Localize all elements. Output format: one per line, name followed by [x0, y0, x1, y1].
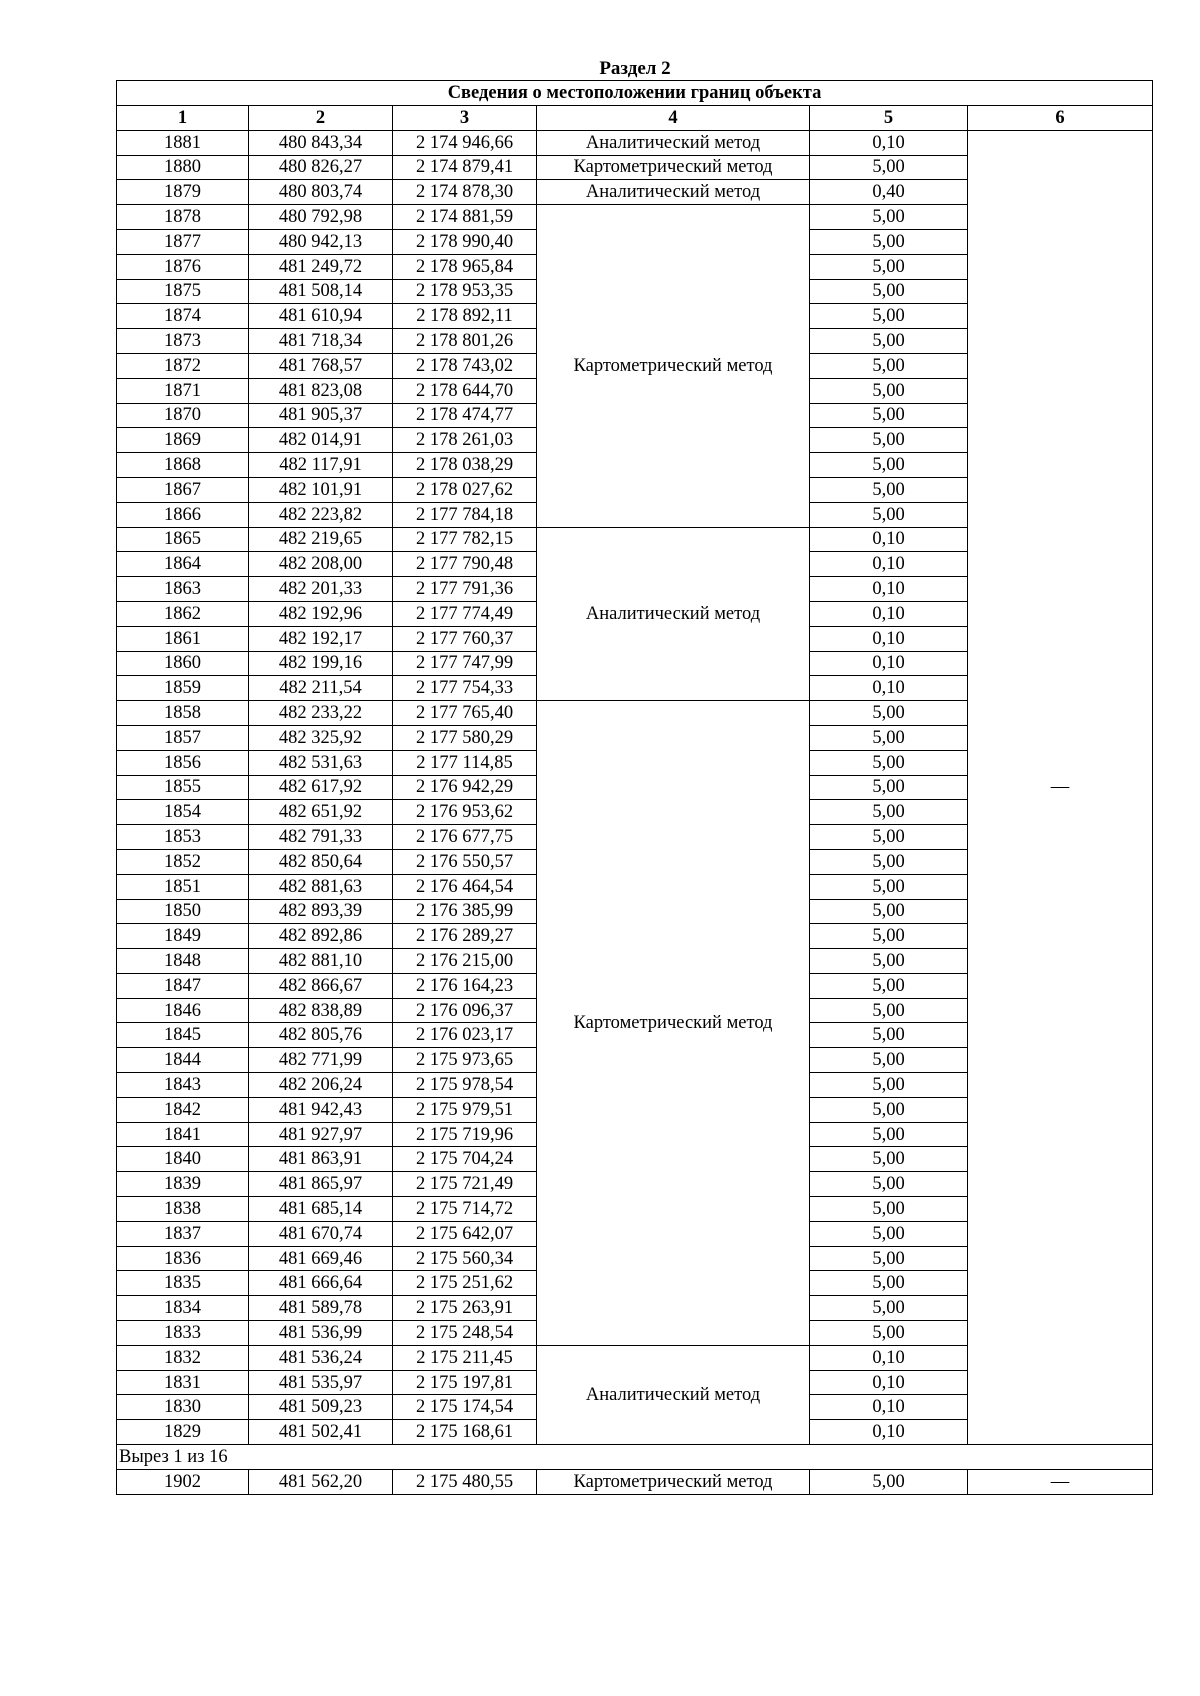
- accuracy-cell: 0,10: [810, 527, 968, 552]
- accuracy-cell: 5,00: [810, 403, 968, 428]
- accuracy-cell: 0,10: [810, 130, 968, 155]
- coordinate-x-cell: 482 893,39: [249, 899, 393, 924]
- coordinate-y-cell: 2 176 385,99: [393, 899, 537, 924]
- point-number-cell: 1852: [117, 849, 249, 874]
- column-header: 6: [968, 106, 1153, 131]
- coordinate-y-cell: 2 178 990,40: [393, 229, 537, 254]
- coordinate-y-cell: 2 178 261,03: [393, 428, 537, 453]
- coordinate-x-cell: 482 211,54: [249, 676, 393, 701]
- coordinate-y-cell: 2 175 642,07: [393, 1221, 537, 1246]
- point-number-cell: 1839: [117, 1172, 249, 1197]
- coordinate-x-cell: 482 208,00: [249, 552, 393, 577]
- coordinate-x-cell: 482 223,82: [249, 502, 393, 527]
- point-number-cell: 1853: [117, 825, 249, 850]
- coordinate-y-cell: 2 177 747,99: [393, 651, 537, 676]
- point-number-cell: 1857: [117, 725, 249, 750]
- coordinate-y-cell: 2 175 211,45: [393, 1345, 537, 1370]
- coordinate-y-cell: 2 175 168,61: [393, 1420, 537, 1445]
- coordinate-y-cell: 2 176 550,57: [393, 849, 537, 874]
- coordinate-y-cell: 2 176 953,62: [393, 800, 537, 825]
- point-number-cell: 1858: [117, 701, 249, 726]
- coordinate-y-cell: 2 177 790,48: [393, 552, 537, 577]
- coordinate-y-cell: 2 177 754,33: [393, 676, 537, 701]
- coordinate-y-cell: 2 175 480,55: [393, 1469, 537, 1494]
- point-number-cell: 1831: [117, 1370, 249, 1395]
- accuracy-cell: 5,00: [810, 1122, 968, 1147]
- point-number-cell: 1878: [117, 205, 249, 230]
- coordinate-y-cell: 2 177 765,40: [393, 701, 537, 726]
- coordinate-x-cell: 482 881,63: [249, 874, 393, 899]
- point-number-cell: 1842: [117, 1097, 249, 1122]
- coordinate-x-cell: 480 826,27: [249, 155, 393, 180]
- point-number-cell: 1874: [117, 304, 249, 329]
- coordinate-y-cell: 2 178 801,26: [393, 329, 537, 354]
- coordinate-x-cell: 481 865,97: [249, 1172, 393, 1197]
- table-title-row: [117, 81, 1153, 106]
- method-cell: Аналитический метод: [537, 180, 810, 205]
- coordinate-x-cell: 482 850,64: [249, 849, 393, 874]
- point-number-cell: 1840: [117, 1147, 249, 1172]
- accuracy-cell: 0,10: [810, 552, 968, 577]
- point-number-cell: 1861: [117, 626, 249, 651]
- accuracy-cell: 5,00: [810, 1073, 968, 1098]
- accuracy-cell: 5,00: [810, 874, 968, 899]
- coordinate-y-cell: 2 175 263,91: [393, 1296, 537, 1321]
- accuracy-cell: 5,00: [810, 428, 968, 453]
- column-header-row: [117, 106, 1153, 131]
- coordinate-x-cell: 482 219,65: [249, 527, 393, 552]
- coordinate-x-cell: 481 610,94: [249, 304, 393, 329]
- coordinate-y-cell: 2 175 704,24: [393, 1147, 537, 1172]
- coordinate-x-cell: 481 669,46: [249, 1246, 393, 1271]
- column-header: 5: [810, 106, 968, 131]
- coordinate-x-cell: 482 201,33: [249, 577, 393, 602]
- column-header: 2: [249, 106, 393, 131]
- coordinate-x-cell: 482 325,92: [249, 725, 393, 750]
- accuracy-cell: 5,00: [810, 1221, 968, 1246]
- point-number-cell: 1843: [117, 1073, 249, 1098]
- point-number-cell: 1881: [117, 130, 249, 155]
- method-cell: Картометрический метод: [537, 205, 810, 527]
- accuracy-cell: 0,10: [810, 626, 968, 651]
- coordinate-x-cell: 481 589,78: [249, 1296, 393, 1321]
- coordinate-x-cell: 482 651,92: [249, 800, 393, 825]
- accuracy-cell: 5,00: [810, 973, 968, 998]
- table-row: [117, 130, 1153, 155]
- coordinate-y-cell: 2 176 289,27: [393, 924, 537, 949]
- point-number-cell: 1833: [117, 1321, 249, 1346]
- coordinate-y-cell: 2 178 027,62: [393, 477, 537, 502]
- accuracy-cell: 0,10: [810, 601, 968, 626]
- accuracy-cell: 5,00: [810, 725, 968, 750]
- point-number-cell: 1902: [117, 1469, 249, 1494]
- coordinate-y-cell: 2 178 644,70: [393, 378, 537, 403]
- accuracy-cell: 5,00: [810, 279, 968, 304]
- point-number-cell: 1845: [117, 1023, 249, 1048]
- point-number-cell: 1836: [117, 1246, 249, 1271]
- point-number-cell: 1879: [117, 180, 249, 205]
- coordinate-y-cell: 2 177 782,15: [393, 527, 537, 552]
- coordinate-x-cell: 481 508,14: [249, 279, 393, 304]
- accuracy-cell: 5,00: [810, 477, 968, 502]
- point-number-cell: 1868: [117, 453, 249, 478]
- point-number-cell: 1866: [117, 502, 249, 527]
- coordinate-y-cell: 2 175 174,54: [393, 1395, 537, 1420]
- coordinate-x-cell: 482 617,92: [249, 775, 393, 800]
- coordinate-y-cell: 2 175 560,34: [393, 1246, 537, 1271]
- coordinate-y-cell: 2 175 197,81: [393, 1370, 537, 1395]
- coordinate-x-cell: 482 866,67: [249, 973, 393, 998]
- accuracy-cell: 5,00: [810, 701, 968, 726]
- coordinate-y-cell: 2 176 464,54: [393, 874, 537, 899]
- accuracy-cell: 5,00: [810, 1097, 968, 1122]
- point-number-cell: 1829: [117, 1420, 249, 1445]
- accuracy-cell: 0,10: [810, 1395, 968, 1420]
- point-number-cell: 1851: [117, 874, 249, 899]
- point-number-cell: 1847: [117, 973, 249, 998]
- coordinate-y-cell: 2 177 114,85: [393, 750, 537, 775]
- accuracy-cell: 5,00: [810, 1246, 968, 1271]
- accuracy-cell: 0,10: [810, 651, 968, 676]
- accuracy-cell: 5,00: [810, 1048, 968, 1073]
- accuracy-cell: 5,00: [810, 1321, 968, 1346]
- coordinate-x-cell: 481 670,74: [249, 1221, 393, 1246]
- coordinate-y-cell: 2 175 719,96: [393, 1122, 537, 1147]
- accuracy-cell: 5,00: [810, 825, 968, 850]
- coordinate-y-cell: 2 174 881,59: [393, 205, 537, 230]
- coordinate-x-cell: 482 805,76: [249, 1023, 393, 1048]
- coordinate-y-cell: 2 175 721,49: [393, 1172, 537, 1197]
- coordinate-x-cell: 481 863,91: [249, 1147, 393, 1172]
- coordinate-x-cell: 482 192,96: [249, 601, 393, 626]
- coordinate-x-cell: 482 791,33: [249, 825, 393, 850]
- point-number-cell: 1849: [117, 924, 249, 949]
- coordinate-y-cell: 2 178 953,35: [393, 279, 537, 304]
- coordinate-x-cell: 480 803,74: [249, 180, 393, 205]
- coordinate-x-cell: 481 685,14: [249, 1197, 393, 1222]
- point-number-cell: 1876: [117, 254, 249, 279]
- point-number-cell: 1860: [117, 651, 249, 676]
- table-row: [117, 1469, 1153, 1494]
- point-number-cell: 1877: [117, 229, 249, 254]
- coordinate-y-cell: 2 174 946,66: [393, 130, 537, 155]
- coordinate-x-cell: 482 881,10: [249, 949, 393, 974]
- coordinate-x-cell: 481 905,37: [249, 403, 393, 428]
- point-number-cell: 1869: [117, 428, 249, 453]
- coordinate-y-cell: 2 177 580,29: [393, 725, 537, 750]
- method-cell: Картометрический метод: [537, 1469, 810, 1494]
- coordinate-y-cell: 2 175 251,62: [393, 1271, 537, 1296]
- coordinate-x-cell: 481 927,97: [249, 1122, 393, 1147]
- coordinate-y-cell: 2 174 878,30: [393, 180, 537, 205]
- coordinate-x-cell: 481 535,97: [249, 1370, 393, 1395]
- coordinate-x-cell: 482 771,99: [249, 1048, 393, 1073]
- coordinate-x-cell: 481 942,43: [249, 1097, 393, 1122]
- coordinate-x-cell: 482 101,91: [249, 477, 393, 502]
- coordinate-x-cell: 480 792,98: [249, 205, 393, 230]
- accuracy-cell: 5,00: [810, 229, 968, 254]
- point-number-cell: 1867: [117, 477, 249, 502]
- coordinate-y-cell: 2 176 677,75: [393, 825, 537, 850]
- point-number-cell: 1855: [117, 775, 249, 800]
- coordinate-x-cell: 482 014,91: [249, 428, 393, 453]
- point-number-cell: 1872: [117, 353, 249, 378]
- accuracy-cell: 0,10: [810, 1345, 968, 1370]
- point-number-cell: 1838: [117, 1197, 249, 1222]
- accuracy-cell: 0,10: [810, 676, 968, 701]
- accuracy-cell: 5,00: [810, 800, 968, 825]
- method-cell: Картометрический метод: [537, 155, 810, 180]
- point-number-cell: 1835: [117, 1271, 249, 1296]
- point-number-cell: 1871: [117, 378, 249, 403]
- accuracy-cell: 5,00: [810, 353, 968, 378]
- accuracy-cell: 5,00: [810, 378, 968, 403]
- accuracy-cell: 5,00: [810, 1023, 968, 1048]
- coordinate-y-cell: 2 177 774,49: [393, 601, 537, 626]
- coordinate-y-cell: 2 176 023,17: [393, 1023, 537, 1048]
- point-number-cell: 1834: [117, 1296, 249, 1321]
- point-number-cell: 1856: [117, 750, 249, 775]
- method-cell: Аналитический метод: [537, 130, 810, 155]
- cutout-label: Вырез 1 из 16: [117, 1445, 1153, 1470]
- coordinate-y-cell: 2 176 164,23: [393, 973, 537, 998]
- point-number-cell: 1865: [117, 527, 249, 552]
- coordinate-y-cell: 2 176 215,00: [393, 949, 537, 974]
- coordinate-y-cell: 2 177 760,37: [393, 626, 537, 651]
- accuracy-cell: 5,00: [810, 998, 968, 1023]
- coordinate-y-cell: 2 178 474,77: [393, 403, 537, 428]
- point-number-cell: 1844: [117, 1048, 249, 1073]
- table-title: Сведения о местоположении границ объекта: [117, 81, 1153, 106]
- coordinate-x-cell: 481 768,57: [249, 353, 393, 378]
- accuracy-cell: 5,00: [810, 155, 968, 180]
- cutout-label-row: [117, 1445, 1153, 1470]
- point-number-cell: 1837: [117, 1221, 249, 1246]
- method-cell: Аналитический метод: [537, 1345, 810, 1444]
- accuracy-cell: 5,00: [810, 329, 968, 354]
- accuracy-cell: 5,00: [810, 205, 968, 230]
- accuracy-cell: 5,00: [810, 1469, 968, 1494]
- boundary-table: [116, 80, 1153, 1495]
- coordinate-y-cell: 2 178 965,84: [393, 254, 537, 279]
- coordinate-x-cell: 481 562,20: [249, 1469, 393, 1494]
- accuracy-cell: 5,00: [810, 1172, 968, 1197]
- point-number-cell: 1863: [117, 577, 249, 602]
- coordinate-x-cell: 481 718,34: [249, 329, 393, 354]
- method-cell: Картометрический метод: [537, 701, 810, 1346]
- coordinate-x-cell: 480 942,13: [249, 229, 393, 254]
- coordinate-y-cell: 2 175 714,72: [393, 1197, 537, 1222]
- coordinate-y-cell: 2 175 978,54: [393, 1073, 537, 1098]
- coordinate-x-cell: 482 206,24: [249, 1073, 393, 1098]
- accuracy-cell: 5,00: [810, 304, 968, 329]
- accuracy-cell: 5,00: [810, 254, 968, 279]
- coordinate-x-cell: 481 536,24: [249, 1345, 393, 1370]
- point-number-cell: 1859: [117, 676, 249, 701]
- point-number-cell: 1880: [117, 155, 249, 180]
- accuracy-cell: 5,00: [810, 775, 968, 800]
- column6-cell: —: [968, 1469, 1153, 1494]
- coordinate-y-cell: 2 177 791,36: [393, 577, 537, 602]
- coordinate-x-cell: 481 536,99: [249, 1321, 393, 1346]
- accuracy-cell: 5,00: [810, 502, 968, 527]
- accuracy-cell: 5,00: [810, 924, 968, 949]
- coordinate-x-cell: 482 233,22: [249, 701, 393, 726]
- column6-cell: —: [968, 130, 1153, 1444]
- point-number-cell: 1875: [117, 279, 249, 304]
- accuracy-cell: 5,00: [810, 1147, 968, 1172]
- coordinate-x-cell: 481 509,23: [249, 1395, 393, 1420]
- coordinate-x-cell: 482 192,17: [249, 626, 393, 651]
- method-cell: Аналитический метод: [537, 527, 810, 701]
- accuracy-cell: 0,40: [810, 180, 968, 205]
- accuracy-cell: 0,10: [810, 1370, 968, 1395]
- point-number-cell: 1873: [117, 329, 249, 354]
- column-header: 1: [117, 106, 249, 131]
- coordinate-y-cell: 2 178 743,02: [393, 353, 537, 378]
- point-number-cell: 1832: [117, 1345, 249, 1370]
- point-number-cell: 1870: [117, 403, 249, 428]
- coordinate-x-cell: 482 892,86: [249, 924, 393, 949]
- coordinate-y-cell: 2 176 096,37: [393, 998, 537, 1023]
- coordinate-y-cell: 2 174 879,41: [393, 155, 537, 180]
- column-header: 3: [393, 106, 537, 131]
- accuracy-cell: 5,00: [810, 899, 968, 924]
- accuracy-cell: 5,00: [810, 1296, 968, 1321]
- accuracy-cell: 5,00: [810, 750, 968, 775]
- accuracy-cell: 5,00: [810, 949, 968, 974]
- accuracy-cell: 5,00: [810, 1197, 968, 1222]
- coordinate-y-cell: 2 175 973,65: [393, 1048, 537, 1073]
- coordinate-y-cell: 2 177 784,18: [393, 502, 537, 527]
- coordinate-y-cell: 2 178 892,11: [393, 304, 537, 329]
- coordinate-x-cell: 482 838,89: [249, 998, 393, 1023]
- point-number-cell: 1854: [117, 800, 249, 825]
- coordinate-x-cell: 482 531,63: [249, 750, 393, 775]
- accuracy-cell: 5,00: [810, 1271, 968, 1296]
- accuracy-cell: 5,00: [810, 453, 968, 478]
- coordinate-x-cell: 481 249,72: [249, 254, 393, 279]
- coordinate-x-cell: 480 843,34: [249, 130, 393, 155]
- coordinate-x-cell: 481 666,64: [249, 1271, 393, 1296]
- coordinate-x-cell: 481 823,08: [249, 378, 393, 403]
- coordinate-x-cell: 482 117,91: [249, 453, 393, 478]
- point-number-cell: 1862: [117, 601, 249, 626]
- coordinate-y-cell: 2 175 979,51: [393, 1097, 537, 1122]
- coordinate-x-cell: 482 199,16: [249, 651, 393, 676]
- point-number-cell: 1848: [117, 949, 249, 974]
- coordinate-y-cell: 2 175 248,54: [393, 1321, 537, 1346]
- point-number-cell: 1841: [117, 1122, 249, 1147]
- table-body: [117, 81, 1153, 1495]
- accuracy-cell: 5,00: [810, 849, 968, 874]
- accuracy-cell: 0,10: [810, 577, 968, 602]
- column-header: 4: [537, 106, 810, 131]
- coordinate-x-cell: 481 502,41: [249, 1420, 393, 1445]
- point-number-cell: 1830: [117, 1395, 249, 1420]
- coordinate-y-cell: 2 176 942,29: [393, 775, 537, 800]
- point-number-cell: 1850: [117, 899, 249, 924]
- section-title: Раздел 2: [599, 58, 671, 79]
- accuracy-cell: 0,10: [810, 1420, 968, 1445]
- point-number-cell: 1846: [117, 998, 249, 1023]
- coordinate-y-cell: 2 178 038,29: [393, 453, 537, 478]
- point-number-cell: 1864: [117, 552, 249, 577]
